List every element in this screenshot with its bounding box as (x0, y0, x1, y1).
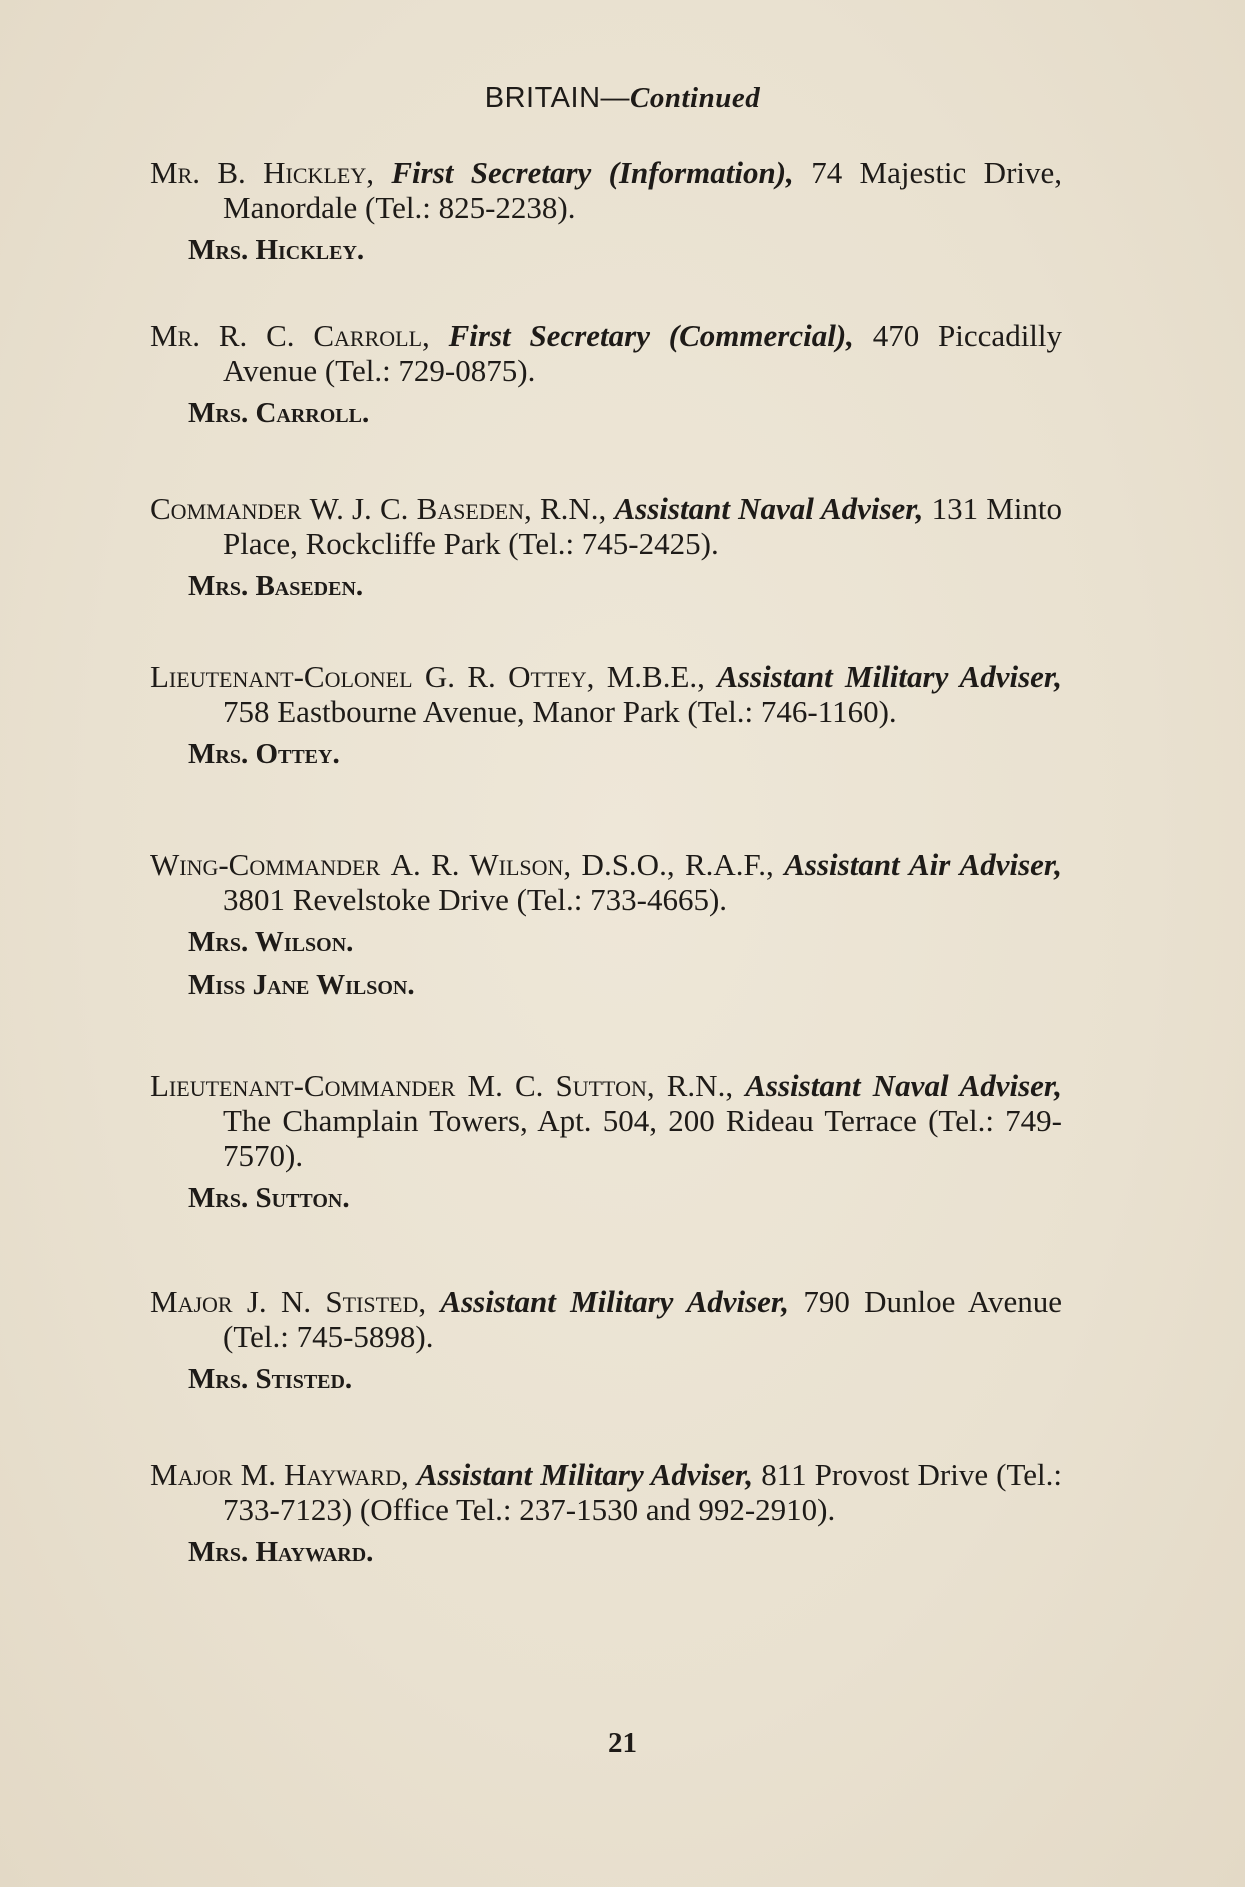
entry-family-member: Mrs. Hickley. (188, 234, 365, 266)
entry-name: M. C. Sutton, R.N., (467, 1068, 734, 1103)
header-title: BRITAIN (484, 82, 601, 114)
entry-main-line (150, 491, 1062, 561)
entry-name: R. C. Carroll, (218, 318, 430, 353)
entry-family-member: Miss Jane Wilson. (188, 969, 415, 1001)
running-header: BRITAIN—Continued (484, 82, 761, 114)
entry-main-line (150, 1068, 1062, 1173)
entry-details: 3801 Revelstoke Drive (Tel.: 733-4665). (223, 882, 728, 917)
entry-main-line (150, 155, 1062, 225)
entry-name: A. R. Wilson, D.S.O., R.A.F., (390, 847, 774, 882)
directory-entry (150, 659, 1062, 772)
entry-family-member: Mrs. Stisted. (188, 1363, 353, 1395)
entry-name: G. R. Ottey, M.B.E., (424, 659, 705, 694)
entry-family-member: Mrs. Ottey. (188, 738, 340, 770)
entry-main-line (150, 318, 1062, 388)
entry-main-line (150, 1457, 1062, 1527)
entry-role: Assistant Naval Adviser, (614, 491, 924, 526)
entry-details: The Champlain Towers, Apt. 504, 200 Rideau Terrace (Tel.: 749-7570). (223, 1103, 1062, 1173)
entry-main-line (150, 847, 1062, 917)
directory-entry (150, 1284, 1062, 1397)
entry-rank: Mr. (150, 155, 200, 190)
entry-rank: Major (150, 1457, 233, 1492)
directory-entry (150, 1068, 1062, 1216)
entry-rank: Mr. (150, 318, 200, 353)
entry-role: Assistant Air Adviser, (784, 847, 1062, 882)
directory-entries (150, 155, 1062, 1570)
entry-name: J. N. Stisted, (246, 1284, 427, 1319)
entry-name: B. Hickley, (217, 155, 374, 190)
entry-details: 131 Minto Place, Rockcliffe Park (Tel.: 745-2425). (223, 491, 1063, 561)
entry-family-member: Mrs. Baseden. (188, 570, 364, 602)
entry-family-member: Mrs. Hayward. (188, 1536, 374, 1568)
directory-entry (150, 155, 1062, 268)
entry-rank: Major (150, 1284, 233, 1319)
entry-details: 74 Majestic Drive, Manordale (Tel.: 825-2238). (223, 155, 1063, 225)
entry-details: 790 Dunloe Avenue (Tel.: 745-5898). (223, 1284, 1063, 1354)
entry-role: Assistant Military Adviser, (440, 1284, 790, 1319)
entry-rank: Wing-Commander (150, 847, 381, 882)
entry-role: First Secretary (Commercial), (448, 318, 854, 353)
entry-main-line (150, 659, 1062, 729)
entry-rank: Commander (150, 491, 302, 526)
entry-rank: Lieutenant-Colonel (150, 659, 413, 694)
directory-entry (150, 318, 1062, 431)
entry-role: First Secretary (Information), (391, 155, 794, 190)
entry-rank: Lieutenant-Commander (150, 1068, 456, 1103)
entry-details: 758 Eastbourne Avenue, Manor Park (Tel.: 746-1160). (223, 694, 897, 729)
entry-main-line (150, 1284, 1062, 1354)
directory-entry (150, 1457, 1062, 1570)
entry-role: Assistant Military Adviser, (416, 1457, 754, 1492)
entry-family-member: Mrs. Wilson. (188, 926, 354, 958)
entry-family-member: Mrs. Sutton. (188, 1182, 350, 1214)
entry-details: 811 Provost Drive (Tel.: 733-7123) (Office Tel.: 237-1530 and 992-2910). (223, 1457, 1063, 1527)
entry-role: Assistant Military Adviser, (717, 659, 1062, 694)
page-number: 21 (608, 1727, 637, 1759)
entry-family-member: Mrs. Carroll. (188, 397, 370, 429)
directory-entry (150, 847, 1062, 1003)
entry-name: W. J. C. Baseden, R.N., (309, 491, 607, 526)
directory-entry (150, 491, 1062, 604)
entry-details: 470 Piccadilly Avenue (Tel.: 729-0875). (223, 318, 1063, 388)
entry-name: M. Hayward, (240, 1457, 409, 1492)
header-continued: Continued (630, 82, 761, 114)
entry-role: Assistant Naval Adviser, (745, 1068, 1063, 1103)
